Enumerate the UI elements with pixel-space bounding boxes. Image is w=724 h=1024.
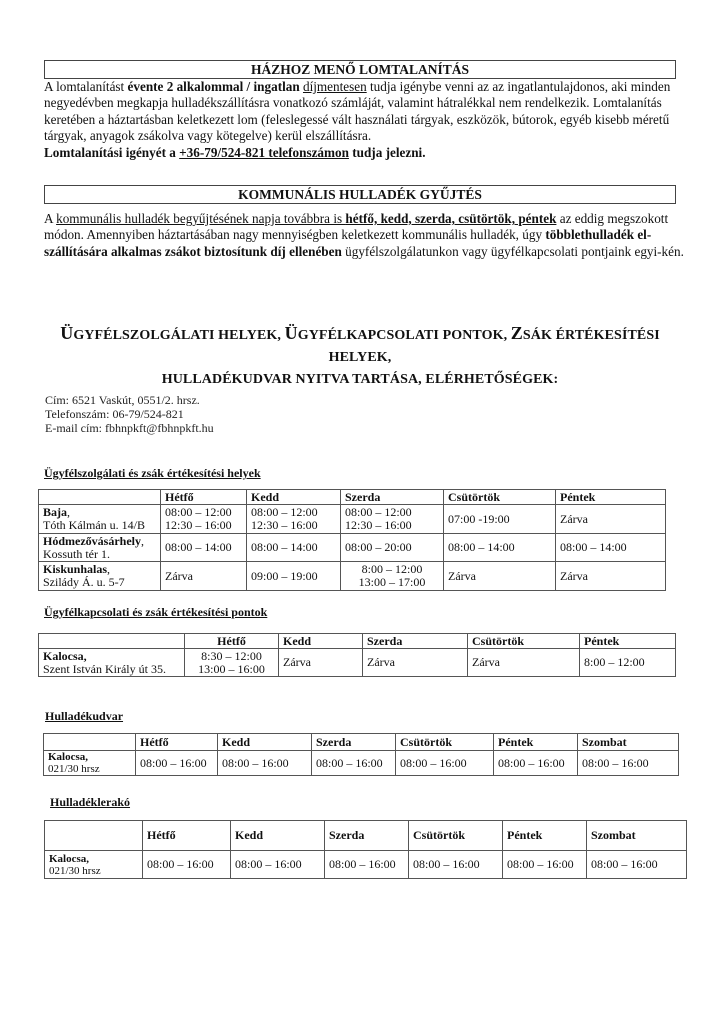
location-address: Szilády Á. u. 5-7 [43,575,125,589]
text: Lomtalanítási igényét a [44,144,180,160]
hours-cell: Zárva [556,562,666,591]
location-address: Kossuth tér 1. [43,546,110,561]
hours: 08:00 – 12:00 [345,505,412,519]
hours-cell: 08:00 – 14:00 [444,534,556,562]
location-cell [39,649,185,677]
day-header: Péntek [494,734,578,751]
hours-cell: 08:00 – 16:00 [503,851,587,879]
hours-cell: 09:00 – 19:00 [247,562,341,591]
location-cell [39,505,161,534]
hours-cell: 08:00 – 14:00 [556,534,666,562]
contact-phone: Telefonszám: 06-79/524-821 [45,407,184,421]
waste-yard-table [43,733,679,776]
text: az eddig megszokott módon. Amennyiben háztartásában nagy mennyiségben keletkezett kommunális hulladék, úgy [44,211,669,243]
header-empty [39,490,161,505]
header-empty [39,634,185,649]
location-address: 021/30 hrsz [48,763,100,775]
lomtalanitas-contact-line [44,145,426,160]
hours-cell: 08:00 – 16:00 [409,851,503,879]
header-empty [45,821,143,851]
day-header: Szerda [341,490,444,505]
text: ügyfélszolgálatunkon vagy ügyfélkapcsolati pontjaink egyi-kén. [341,243,684,259]
day-header: Szombat [578,734,679,751]
hours-cell: 08:00 – 16:00 [578,751,679,776]
main-title-line2: HULLADÉKUDVAR NYITVA TARTÁSA, ELÉRHETŐSÉGEK: [161,372,559,387]
location-cell [39,562,161,591]
text: GYFÉLKAPCSOLATI PONTOK, [297,328,511,343]
table-row-kiskunhalas [39,562,666,591]
text: tudja igénybe venni az az ingatlantulajdonos, aki minden negyedévben megkapja hulladékszállításra vonatkozó számláját, valamint hátralékkal nem rendelkezik. Lomtalanítás keretében a háztartásban keletkezett lom (feleslegessé vált használati tárgyak, eszközök, bútorok, egyéb kisebb méretű tárgyak, anyagok zsákolva vagy kötegelve) kerül elszállításra. [44,79,671,144]
landfill-table [44,820,687,879]
day-header: Péntek [556,490,666,505]
table2-heading: Ügyfélkapcsolati és zsák értékesítési pontok [44,605,268,619]
cap: Z [510,323,523,343]
hours: 08:00 – 12:00 [251,505,318,519]
location-address: Szent István Király út 35. [43,661,166,676]
day-header: Szerda [325,821,409,851]
hours: 08:00 – 12:00 [165,505,232,519]
hours: 12:30 – 16:00 [165,518,232,532]
day-header: Szerda [363,634,468,649]
table-header-row [39,634,676,649]
text: GYFÉLSZOLGÁLATI HELYEK, [73,328,285,343]
hours-cell: Zárva [468,649,580,677]
hours-cell: 08:00 – 16:00 [218,751,312,776]
header-empty [44,734,136,751]
table-header-row [45,821,687,851]
sep: , [67,505,70,519]
location-address: 021/30 hrsz [49,864,101,877]
text: A lomtalanítást [44,79,128,94]
day-header: Kedd [218,734,312,751]
day-header: Péntek [580,634,676,649]
section-title-lomtalanitas: HÁZHOZ MENŐ LOMTALANÍTÁS [44,60,676,79]
hours-cell [341,505,444,534]
hours-cell: Zárva [363,649,468,677]
hours-cell: Zárva [279,649,363,677]
location-name: Baja [43,505,67,519]
location-cell [39,534,161,562]
hours-cell: Zárva [161,562,247,591]
hours: 8:30 – 12:00 [201,648,262,663]
hours-cell: Zárva [556,505,666,534]
day-header: Szombat [587,821,687,851]
hours-cell: 08:00 – 16:00 [325,851,409,879]
text: SÁK ÉRTÉKESÍTÉSI HELYEK, [328,328,660,365]
text-underlined: díjmentesen [302,79,367,94]
location-cell [44,751,136,776]
location-name: Kalocsa, [48,751,89,763]
main-title-line1 [40,322,680,369]
table-row-kalocsa [45,851,687,879]
hours-cell: 07:00 -19:00 [444,505,556,534]
hours-cell: 08:00 – 16:00 [396,751,494,776]
hours-cell: 08:00 – 16:00 [143,851,231,879]
hours-cell [161,505,247,534]
hours: 13:00 – 16:00 [198,661,265,676]
section-title-kommunalis: KOMMUNÁLIS HULLADÉK GYŰJTÉS [44,185,676,204]
day-header: Hétfő [185,634,279,649]
contact-info [45,393,214,435]
day-header: Hétfő [136,734,218,751]
cap: Ü [60,323,74,343]
location-name: Kalocsa, [43,648,87,663]
table3-heading: Hulladékudvar [45,709,124,723]
text: tudja jelezni. [348,144,426,160]
sep: , [141,533,144,548]
text-bold-underlined: hétfő, kedd, szerda, csütörtök, péntek [345,211,557,226]
hours: 8:00 – 12:00 [361,562,423,576]
hours-cell [247,505,341,534]
table-header-row [44,734,679,751]
day-header: Csütörtök [396,734,494,751]
contact-email[interactable]: E-mail cím: fbhnpkft@fbhnpkft.hu [45,421,214,435]
day-header: Csütörtök [468,634,580,649]
contact-address: Cím: 6521 Vaskút, 0551/2. hrsz. [45,393,200,407]
hours-cell: 8:00 – 12:00 [580,649,676,677]
day-header: Csütörtök [409,821,503,851]
hours-cell [341,562,444,591]
hours-cell: 08:00 – 16:00 [312,751,396,776]
day-header: Péntek [503,821,587,851]
location-address: Tóth Kálmán u. 14/B [43,518,145,532]
day-header: Hétfő [161,490,247,505]
sep: , [107,562,111,576]
location-name: Kiskunhalas [43,562,108,576]
table-row-kalocsa [44,751,679,776]
customer-contact-table [38,633,676,677]
text: A [44,211,57,226]
table-header-row [39,490,666,505]
day-header: Hétfő [143,821,231,851]
customer-service-table [38,489,666,591]
hours-cell: 08:00 – 16:00 [231,851,325,879]
kommunalis-paragraph [44,211,684,260]
main-title [40,322,680,391]
hours-cell: 08:00 – 14:00 [161,534,247,562]
table1-heading: Ügyfélszolgálati és zsák értékesítési helyek [44,466,261,480]
location-name: Hódmezővásárhely [43,533,141,548]
phone-link[interactable]: +36-79/524-821 telefonszámon [179,144,349,160]
day-header: Kedd [247,490,341,505]
table4-heading: Hulladéklerakó [50,795,131,809]
cap: Ü [284,323,298,343]
hours-cell: 08:00 – 16:00 [587,851,687,879]
hours-cell: 08:00 – 14:00 [247,534,341,562]
day-header: Szerda [312,734,396,751]
text-bold: többlethulladék el-szállítására alkalmas zsákot biztosítunk díj ellenében [44,227,652,259]
hours: 12:30 – 16:00 [251,518,318,532]
hours-cell: 08:00 – 16:00 [136,751,218,776]
table-row-baja [39,505,666,534]
hours-cell: Zárva [444,562,556,591]
table-row-hodmezovasarhely [39,534,666,562]
day-header: Kedd [279,634,363,649]
text-underlined: kommunális hulladék begyűjtésének napja továbbra is [56,211,346,226]
text-bold: évente 2 alkalommal / ingatlan [127,79,300,94]
hours-cell: 08:00 – 16:00 [494,751,578,776]
hours-cell: 08:00 – 20:00 [341,534,444,562]
lomtalanitas-paragraph [44,79,684,161]
day-header: Csütörtök [444,490,556,505]
location-name: Kalocsa, [49,852,90,865]
hours-cell [185,649,279,677]
table-row-kalocsa [39,649,676,677]
hours: 13:00 – 17:00 [358,575,426,589]
hours: 12:30 – 16:00 [345,518,412,532]
location-cell [45,851,143,879]
day-header: Kedd [231,821,325,851]
